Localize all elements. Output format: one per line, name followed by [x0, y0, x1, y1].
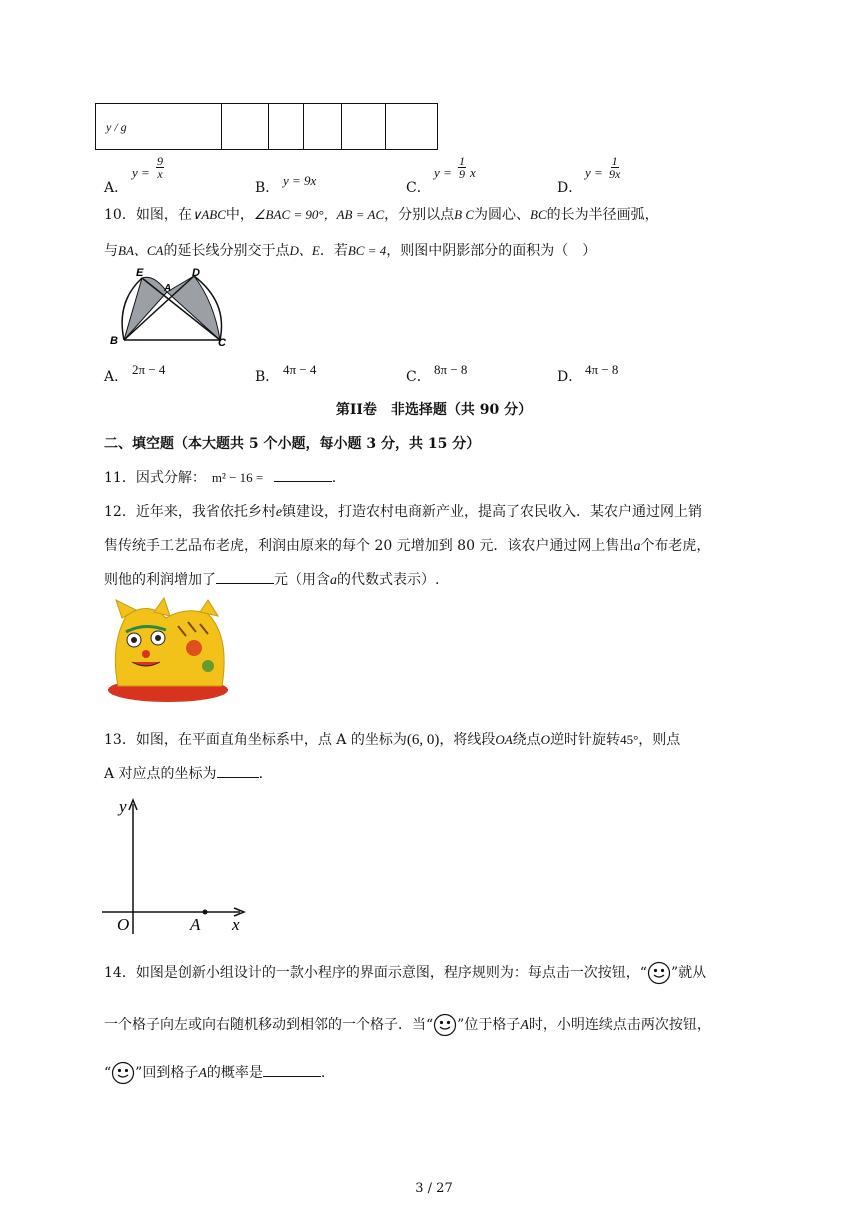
label-c: C — [218, 337, 226, 349]
smiley-icon — [647, 961, 671, 985]
label-d: D — [192, 267, 200, 279]
shaded-region-right — [167, 276, 220, 340]
tiger-body — [115, 608, 224, 686]
table-cell — [342, 104, 386, 150]
q12-line2: 售传统手工艺品布老虎，利润由原来的每个 20 元增加到 80 元．该农户通过网上售出a个布老虎， — [104, 538, 711, 554]
label-b: B — [110, 335, 118, 347]
q13-line1: 13．如图，在平面直角坐标系中，点 A 的坐标为(6, 0)，将线段OA绕点O逆时针旋转45°，则点 — [104, 732, 681, 748]
data-table — [95, 103, 438, 150]
table-cell — [386, 104, 438, 150]
q10-figure — [104, 266, 236, 350]
volume-title: 第II卷 非选择题（共 90 分） — [335, 402, 533, 418]
answer-blank — [274, 467, 332, 482]
tiger-nose — [142, 650, 150, 658]
cloth-tiger-image — [104, 596, 232, 704]
q14-line2: 一个格子向左或向右随机移动到相邻的一个格子．当“ ”位于格子A时，小明连续点击两次按钮， — [104, 1013, 711, 1037]
answer-blank — [217, 763, 259, 778]
table-cell — [269, 104, 304, 150]
q10-line2: 与BA、CA的延长线分别交于点D、E．若BC = 4，则图中阴影部分的面积为（ ） — [104, 243, 597, 259]
answer-blank — [263, 1062, 321, 1077]
point-a-label: A — [190, 915, 201, 934]
label-e: E — [136, 267, 144, 279]
coordinate-axes — [100, 794, 250, 936]
table-cell — [222, 104, 269, 150]
x-label: x — [232, 915, 240, 934]
origin-label: O — [117, 915, 130, 934]
q11: 11．因式分解： m² − 16 = . — [104, 467, 336, 487]
q13-line2: A 对应点的坐标为 . — [104, 763, 263, 783]
table-row-label: y / g — [96, 104, 222, 150]
point-a — [203, 910, 208, 915]
smiley-icon — [433, 1013, 457, 1037]
part2-title: 二、填空题（本大题共 5 个小题，每小题 3 分，共 15 分） — [104, 436, 481, 452]
table-cell — [304, 104, 342, 150]
label-a: A — [164, 283, 172, 294]
y-label: y — [119, 797, 127, 816]
table-row — [96, 104, 438, 150]
tiger-flower — [186, 640, 202, 656]
page-number: 3 / 27 — [415, 1181, 453, 1196]
tiger-flower — [202, 660, 214, 672]
q10-line1: 10．如图，在∨ABC中，∠BAC = 90°，AB = AC，分别以点B C为圆心、BC的长为半径画弧， — [104, 207, 659, 223]
answer-blank — [216, 569, 274, 584]
q14-line1: 14．如图是创新小组设计的一款小程序的界面示意图，程序规则为：每点击一次按钮，“ ”就从 — [104, 961, 706, 985]
q12-line1: 12．近年来，我省依托乡村e镇建设，打造农村电商新产业，提高了农民收入．某农户通过网上销 — [104, 504, 703, 520]
shaded-region-left — [124, 277, 167, 340]
q14-line3: “ ”回到格子A的概率是 . — [104, 1061, 325, 1085]
smiley-icon — [111, 1061, 135, 1085]
q12-line3: 则他的利润增加了 元（用含a的代数式表示）. — [104, 569, 439, 589]
